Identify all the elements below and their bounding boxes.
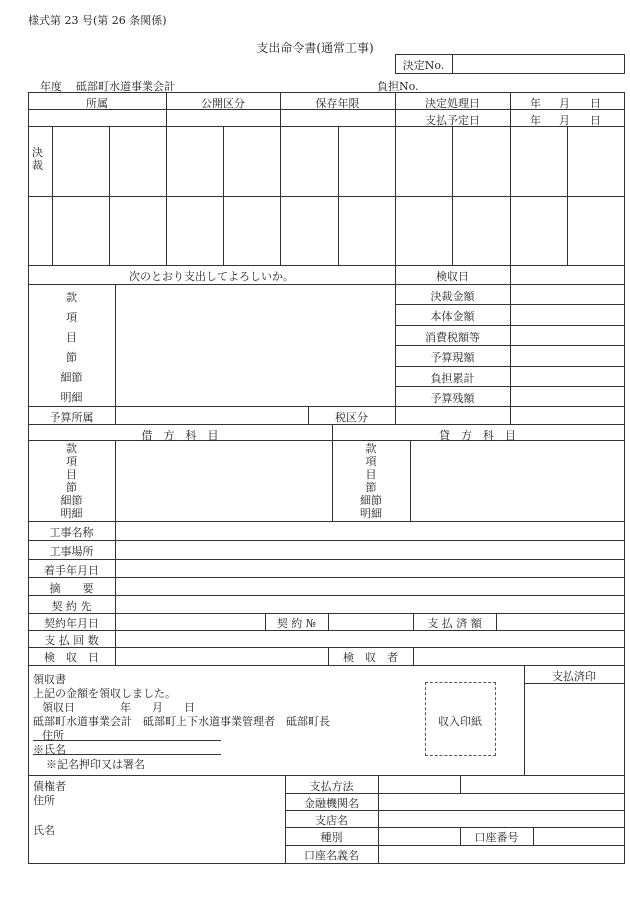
budget-item-setsu: 節 (66, 351, 77, 364)
bank-name-label: 金融機関名 (304, 797, 359, 810)
branch-name-label: 支店名 (315, 814, 348, 827)
construction-location-label: 工事場所 (49, 545, 94, 558)
header-affiliation: 所属 (86, 97, 108, 110)
burden-no-field[interactable] (420, 76, 620, 91)
receipt-address-label: 住所 (42, 729, 64, 742)
account-holder-label: 口座名義名 (304, 849, 359, 862)
budget-item-kan: 款 (66, 291, 77, 304)
credit-meisai: 明細 (360, 507, 382, 520)
page-title: 支出命令書(通常工事) (256, 41, 374, 55)
approval-text: 次のとおり支出してよろしいか。 (129, 270, 294, 283)
header-retention: 保存年限 (315, 97, 360, 110)
credit-kou: 項 (365, 455, 377, 468)
inspection-date-label-2: 検 収 日 (44, 651, 99, 664)
revenue-stamp-label: 収入印紙 (438, 715, 482, 728)
base-amount-label: 本体金額 (430, 310, 475, 323)
debit-saisetsu: 細節 (60, 494, 83, 507)
payment-method-label: 支払方法 (309, 780, 354, 793)
approved-amount-label: 決裁金額 (430, 290, 475, 303)
burden-no-label: 負担No. (377, 80, 419, 93)
debit-heading: 借 方 科 目 (141, 429, 219, 442)
receipt-date-month: 月 (152, 701, 163, 714)
account-name: 砥部町水道事業会計 (76, 80, 175, 93)
start-date-label: 着手年月日 (44, 564, 99, 577)
decision-no-label: 決定No. (402, 59, 445, 72)
approval-label: 決裁 (32, 146, 43, 172)
construction-name-label: 工事名称 (49, 526, 94, 539)
debit-moku: 目 (66, 468, 77, 481)
date-month: 月 (559, 97, 570, 110)
debit-meisai: 明細 (60, 507, 83, 520)
receipt-addressee: 砥部町水道事業会計 砥部町上下水道事業管理者 砥部町長 (33, 715, 330, 728)
summary-label: 摘 要 (49, 582, 94, 595)
inspector-label: 検 収 者 (343, 651, 398, 664)
budget-affiliation-label: 予算所属 (49, 411, 94, 424)
receipt-name-label: ※氏名 (33, 743, 66, 756)
budget-current-label: 予算現額 (430, 351, 475, 364)
receipt-note: ※記名押印又は署名 (46, 758, 145, 771)
account-type-label: 種別 (320, 831, 343, 844)
credit-moku: 目 (365, 468, 377, 481)
burden-cumulative-label: 負担累計 (430, 372, 475, 385)
receipt-statement: 上記の金額を領収しました。 (33, 687, 176, 700)
budget-remaining-label: 予算残額 (430, 392, 475, 405)
contractor-label: 契 約 先 (51, 600, 92, 613)
creditor-name-label: 氏名 (33, 824, 55, 837)
debit-setsu: 節 (66, 481, 77, 494)
header-disclosure: 公開区分 (201, 97, 245, 110)
budget-item-meisai: 明細 (60, 391, 83, 404)
form-number: 様式第 23 号(第 26 条関係) (28, 14, 167, 27)
fiscal-year-label: 年度 (40, 80, 62, 93)
credit-heading: 貸 方 科 目 (439, 429, 516, 442)
date-day-2: 日 (590, 114, 601, 127)
receipt-date-year: 年 (120, 701, 131, 714)
date-year: 年 (530, 97, 541, 110)
decision-no-field[interactable] (456, 56, 619, 71)
debit-kan: 款 (66, 442, 77, 455)
tax-category-label: 税区分 (335, 411, 368, 424)
budget-item-moku: 目 (66, 331, 77, 344)
creditor-address-label: 住所 (33, 794, 55, 807)
debit-kou: 項 (66, 455, 77, 468)
paid-amount-label: 支 払 済 額 (427, 617, 482, 630)
paid-stamp-label: 支払済印 (552, 670, 596, 683)
receipt-date-label: 領収日 (42, 701, 75, 714)
payment-count-label: 支 払 回 数 (44, 634, 99, 647)
receipt-date-day: 日 (184, 701, 195, 714)
credit-kan: 款 (365, 442, 377, 455)
contract-date-label: 契約年月日 (44, 617, 99, 630)
contract-no-label: 契 約 № (276, 617, 317, 630)
main-frame (28, 92, 625, 864)
budget-item-kou: 項 (66, 311, 77, 324)
consumption-tax-label: 消費税額等 (425, 331, 480, 344)
receipt-title: 領収書 (33, 673, 66, 686)
account-number-label: 口座番号 (474, 831, 519, 844)
date-day: 日 (590, 97, 601, 110)
decision-processing-date-label: 決定処理日 (425, 97, 480, 110)
date-month-2: 月 (559, 114, 570, 127)
credit-setsu: 節 (365, 481, 377, 494)
inspection-date-label: 検収日 (436, 270, 469, 283)
scheduled-payment-date-label: 支払予定日 (425, 114, 480, 127)
budget-item-saisetsu: 細節 (60, 371, 83, 384)
date-year-2: 年 (530, 114, 541, 127)
creditor-title: 債権者 (33, 780, 66, 793)
credit-saisetsu: 細節 (360, 494, 382, 507)
